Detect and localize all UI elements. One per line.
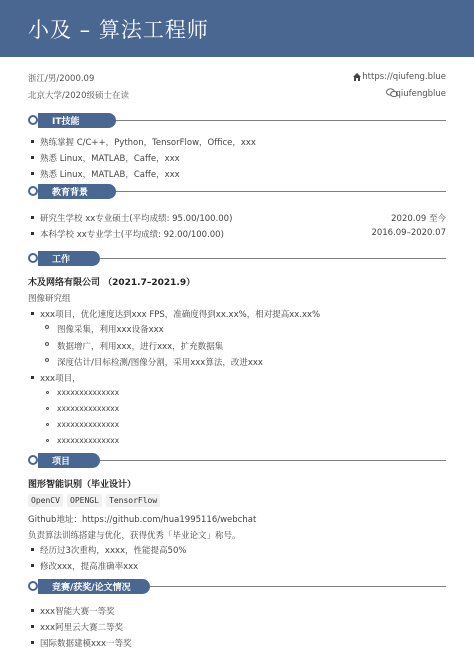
bullet-icon <box>31 548 34 551</box>
section-marker-icon <box>28 253 38 263</box>
section-header-work <box>28 251 446 266</box>
section-title-it-skills: IT技能 <box>52 117 80 127</box>
bullet-icon <box>31 140 34 143</box>
project-tag: OPENGL <box>67 494 102 507</box>
list-item: xxx智能大赛一等奖 <box>40 607 115 617</box>
profile-education-info: 北京大学/2020级硕士在读 <box>28 91 129 101</box>
list-item: 熟练掌握 C/C++，Python，TensorFlow，Office，xxx <box>40 138 256 148</box>
sub-bullet-icon <box>46 439 49 442</box>
section-tab <box>38 579 150 594</box>
bullet-icon <box>31 376 34 379</box>
list-item: 熟悉 Linux，MATLAB，Caffe，xxx <box>40 170 180 180</box>
section-marker-icon <box>28 455 38 465</box>
company-name: 木及网络有限公司 （2021.7–2021.9） <box>28 278 196 288</box>
section-marker-icon <box>28 186 38 196</box>
profile-basic-info: 浙江/男/2000.09 <box>28 74 95 84</box>
project-tag: TensorFlow <box>106 494 160 507</box>
bullet-icon <box>31 564 34 567</box>
list-item: 熟悉 Linux，MATLAB，Caffe，xxx <box>40 154 180 164</box>
bullet-icon <box>31 609 34 612</box>
website-link[interactable]: https://qiufeng.blue <box>362 72 446 82</box>
sub-list-item: 图像采集，利用xxx设备xxx <box>57 325 164 335</box>
home-icon <box>352 72 362 82</box>
bullet-icon <box>31 216 34 219</box>
sub-list-item: xxxxxxxxxxxxxx <box>57 404 120 413</box>
project-tag: OpenCV <box>28 494 63 507</box>
sub-bullet-icon <box>45 342 49 346</box>
education-entry: 本科学校 xx专业学士(平均成绩: 92.00/100.00) <box>40 230 224 240</box>
section-tab <box>38 113 116 128</box>
education-date: 2020.09 至今 <box>391 214 446 224</box>
section-marker-icon <box>28 581 38 591</box>
sub-bullet-icon <box>46 391 49 394</box>
list-item: xxx项目， <box>40 374 81 384</box>
section-tab <box>38 453 100 468</box>
list-item: 国际数据建模xxx一等奖 <box>40 639 132 649</box>
team-name: 图像研究组 <box>28 294 71 304</box>
list-item: xxx项目，优化速度达到xxx FPS，准确度得到xx.xx%，相对提高xx.xx% <box>40 310 321 320</box>
section-divider <box>116 191 446 192</box>
sub-bullet-icon <box>45 325 49 329</box>
bullet-icon <box>31 172 34 175</box>
section-divider <box>100 460 446 461</box>
section-tab <box>38 251 100 266</box>
sub-bullet-icon <box>46 423 49 426</box>
section-title-project: 项目 <box>52 457 71 467</box>
sub-bullet-icon <box>45 358 49 362</box>
section-tab <box>38 184 116 199</box>
bullet-icon <box>31 641 34 644</box>
bullet-icon <box>31 312 34 315</box>
bullet-icon <box>31 232 34 235</box>
section-title-work: 工作 <box>52 255 71 265</box>
education-date: 2016.09–2020.07 <box>371 228 446 238</box>
bullet-icon <box>31 625 34 628</box>
project-github[interactable]: Github地址：https://github.com/hua1995116/webchat <box>28 515 257 525</box>
sub-list-item: 数据增广，利用xxx，进行xxx，扩充数据集 <box>57 342 224 352</box>
section-title-awards: 竞赛/获奖/论文情况 <box>52 583 131 593</box>
list-item: 修改xxx，提高准确率xxx <box>40 562 139 572</box>
sub-list-item: xxxxxxxxxxxxxx <box>57 436 120 445</box>
section-title-education: 教育背景 <box>52 188 89 198</box>
section-header-education <box>28 184 446 199</box>
sub-list-item: 深度估计/目标检测/图像分割，采用xxx算法，改进xxx <box>57 358 263 368</box>
page-title: 小及 – 算法工程师 <box>28 18 209 42</box>
section-header-awards <box>28 579 446 594</box>
section-header-project <box>28 453 446 468</box>
section-divider <box>100 258 446 259</box>
section-divider <box>116 120 446 121</box>
wechat-id: qiufengblue <box>395 89 446 99</box>
header-banner <box>0 0 474 57</box>
section-marker-icon <box>28 115 38 125</box>
bullet-icon <box>31 156 34 159</box>
sub-list-item: xxxxxxxxxxxxxx <box>57 420 120 429</box>
section-divider <box>150 586 446 587</box>
list-item: 经历过3次重构，xxxx，性能提高50% <box>40 546 187 556</box>
sub-bullet-icon <box>46 407 49 410</box>
education-entry: 研究生学校 xx专业硕士(平均成绩: 95.00/100.00) <box>40 214 233 224</box>
project-description: 负责算法训练搭建与优化，获得优秀「毕业论文」称号。 <box>28 531 241 541</box>
list-item: xxx阿里云大赛二等奖 <box>40 623 124 633</box>
sub-list-item: xxxxxxxxxxxxxx <box>57 388 120 397</box>
project-title: 图形智能识别（毕业设计） <box>28 480 137 490</box>
section-header-it-skills <box>28 113 446 128</box>
